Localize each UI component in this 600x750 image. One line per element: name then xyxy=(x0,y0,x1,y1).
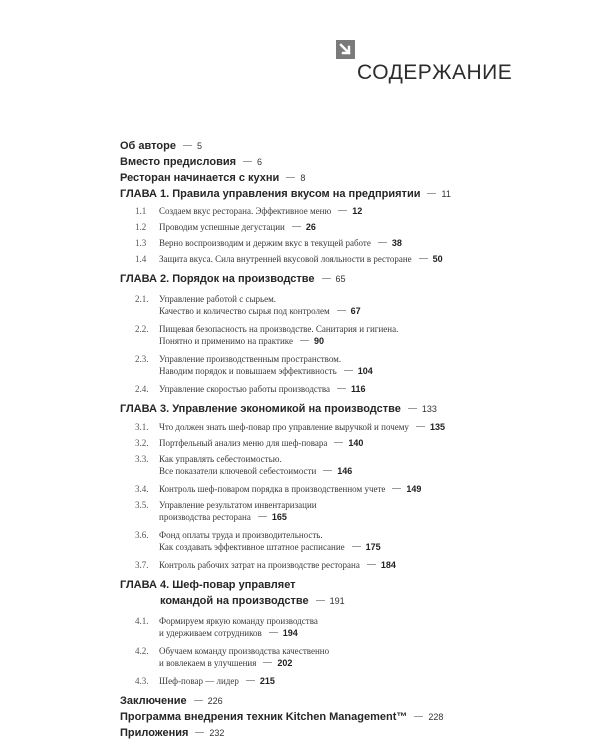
toc-section-number: 3.6. xyxy=(135,530,149,540)
toc-title-line: Формируем яркую команду производства xyxy=(159,616,318,626)
leader-dash xyxy=(408,408,417,409)
toc-section-title xyxy=(159,323,398,347)
toc-title-line: ГЛАВА 4. Шеф-повар управляет xyxy=(120,579,296,591)
toc-page-number: 11 xyxy=(441,189,451,199)
leader-dash xyxy=(258,516,267,517)
toc-section-title xyxy=(159,529,381,553)
toc-header xyxy=(336,40,512,83)
toc-entry-title: Вместо предисловия xyxy=(120,156,237,168)
toc-section-number: 3.3. xyxy=(135,454,149,464)
toc-entry-program[interactable] xyxy=(120,709,520,725)
toc-section-1-2[interactable] xyxy=(120,221,520,233)
toc-section-title xyxy=(159,499,317,523)
toc-section-title: Создаем вкус ресторана. Эффективное меню xyxy=(159,206,332,216)
toc-section-title: Проводим успешные дегустации xyxy=(159,222,285,232)
toc-page-number: 38 xyxy=(391,238,402,248)
toc-entry-title: Программа внедрения техник Kitchen Management™ xyxy=(120,711,408,723)
toc-section-number: 2.4. xyxy=(135,384,149,394)
toc-section-3-5[interactable] xyxy=(120,499,520,523)
toc-page-number: 104 xyxy=(357,366,373,376)
leader-dash xyxy=(337,310,346,311)
toc-title-line: и вовлекаем в улучшения 202 xyxy=(159,658,293,668)
toc-chapter-title: ГЛАВА 1. Правила управления вкусом на предприятии xyxy=(120,188,421,200)
leader-dash xyxy=(286,177,295,178)
leader-dash xyxy=(246,680,255,681)
toc-title-line: производства ресторана 165 xyxy=(159,512,287,522)
toc-section-title xyxy=(159,645,329,669)
leader-dash xyxy=(323,470,332,471)
leader-dash xyxy=(392,488,401,489)
toc-chapter-title: ГЛАВА 2. Порядок на производстве xyxy=(120,273,315,285)
toc-page-number: 194 xyxy=(282,628,298,638)
leader-dash xyxy=(300,340,309,341)
toc-chapter-1[interactable] xyxy=(120,186,520,202)
toc-page-number: 135 xyxy=(429,422,445,432)
toc-section-title: Портфельный анализ меню для шеф-повара xyxy=(159,438,328,448)
toc-page-number: 116 xyxy=(350,384,366,394)
toc-entry-title: Ресторан начинается с кухни xyxy=(120,172,280,184)
toc-entry-conclusion[interactable] xyxy=(120,693,520,709)
toc-entry-kitchen[interactable] xyxy=(120,170,520,186)
toc-section-title: Контроль шеф-поваром порядка в производственном учете xyxy=(159,484,386,494)
toc-page-number: 146 xyxy=(337,466,353,476)
toc-page-number: 175 xyxy=(365,542,381,552)
toc-section-3-4[interactable] xyxy=(120,483,520,495)
toc-page-number: 26 xyxy=(305,222,316,232)
toc-chapter-title: ГЛАВА 3. Управление экономикой на производстве xyxy=(120,403,401,415)
toc-section-1-3[interactable] xyxy=(120,237,520,249)
toc-section-title xyxy=(159,293,361,317)
toc-page-number: 12 xyxy=(352,206,363,216)
toc-section-3-2[interactable] xyxy=(120,437,520,449)
toc-chapter-title xyxy=(120,577,345,609)
leader-dash xyxy=(243,161,252,162)
leader-dash xyxy=(337,388,346,389)
toc-section-2-1[interactable] xyxy=(120,293,520,317)
leader-dash xyxy=(292,226,301,227)
leader-dash xyxy=(322,278,331,279)
toc-section-number: 2.3. xyxy=(135,354,149,364)
toc-section-number: 4.3. xyxy=(135,676,149,686)
toc-section-2-2[interactable] xyxy=(120,323,520,347)
toc-title-line: Управление результатом инвентаризации xyxy=(159,500,317,510)
toc-title-line: Управление работой с сырьем. xyxy=(159,294,277,304)
toc-title-line: командой на производстве 191 xyxy=(160,595,345,607)
leader-dash xyxy=(352,546,361,547)
toc-entry-about-author[interactable] xyxy=(120,138,520,154)
leader-dash xyxy=(338,210,347,211)
toc-page-number: 202 xyxy=(277,658,293,668)
toc-title-line: и удерживаем сотрудников 194 xyxy=(159,628,298,638)
toc-section-1-4[interactable] xyxy=(120,253,520,265)
table-of-contents xyxy=(120,138,520,741)
toc-page-number: 65 xyxy=(335,274,346,284)
leader-dash xyxy=(427,193,436,194)
toc-page-number: 8 xyxy=(300,173,306,183)
toc-section-number: 3.4. xyxy=(135,484,149,494)
toc-entry-preface[interactable] xyxy=(120,154,520,170)
toc-section-number: 3.7. xyxy=(135,560,149,570)
leader-dash xyxy=(367,564,376,565)
toc-page-number: 215 xyxy=(259,676,275,686)
leader-dash xyxy=(195,732,204,733)
toc-chapter-2[interactable] xyxy=(120,271,520,287)
toc-title-line: Управление производственным пространством. xyxy=(159,354,342,364)
toc-section-4-1[interactable] xyxy=(120,615,520,639)
toc-page-number: 232 xyxy=(209,728,225,738)
leader-dash xyxy=(416,426,425,427)
toc-entry-title: Заключение xyxy=(120,695,187,707)
toc-title-line: Пищевая безопасность на производстве. Санитария и гигиена. xyxy=(159,324,399,334)
toc-section-3-6[interactable] xyxy=(120,529,520,553)
toc-title-line: Наводим порядок и повышаем эффективность 104 xyxy=(159,366,373,376)
toc-section-number: 3.5. xyxy=(135,500,149,510)
toc-section-number: 1.3 xyxy=(135,238,147,248)
toc-section-title xyxy=(159,353,373,377)
toc-page-number: 90 xyxy=(313,336,324,346)
leader-dash xyxy=(183,145,192,146)
toc-section-number: 2.2. xyxy=(135,324,149,334)
toc-page-number: 6 xyxy=(257,157,263,167)
leader-dash xyxy=(344,370,353,371)
page-title: СОДЕРЖАНИЕ xyxy=(357,61,513,84)
toc-page-number: 67 xyxy=(350,306,361,316)
leader-dash xyxy=(194,700,203,701)
toc-page-number: 50 xyxy=(432,254,443,264)
toc-section-title xyxy=(159,453,352,477)
toc-title-line: Фонд оплаты труда и производительность. xyxy=(159,530,323,540)
toc-section-2-4[interactable] xyxy=(120,383,520,395)
toc-section-number: 4.2. xyxy=(135,646,149,656)
toc-entry-appendices[interactable] xyxy=(120,725,520,741)
toc-entry-title: Об авторе xyxy=(120,140,176,152)
leader-dash xyxy=(334,442,343,443)
toc-page-number: 140 xyxy=(348,438,364,448)
toc-section-number: 1.1 xyxy=(135,206,147,216)
leader-dash xyxy=(378,242,387,243)
toc-chapter-4[interactable] xyxy=(120,577,520,609)
toc-section-2-3[interactable] xyxy=(120,353,520,377)
leader-dash xyxy=(419,258,428,259)
toc-section-3-7[interactable] xyxy=(120,559,520,571)
toc-section-4-2[interactable] xyxy=(120,645,520,669)
leader-dash xyxy=(269,632,278,633)
toc-page-number: 226 xyxy=(207,696,223,706)
toc-section-4-3[interactable] xyxy=(120,675,520,687)
toc-page-number: 184 xyxy=(380,560,396,570)
toc-section-3-1[interactable] xyxy=(120,421,520,433)
toc-section-1-1[interactable] xyxy=(120,205,520,217)
toc-page-number: 149 xyxy=(406,484,422,494)
toc-page-number: 228 xyxy=(428,712,444,722)
toc-title-line: Все показатели ключевой себестоимости 146 xyxy=(159,466,353,476)
toc-section-title: Контроль рабочих затрат на производстве ресторана xyxy=(159,560,360,570)
toc-section-number: 1.2 xyxy=(135,222,147,232)
toc-entry-title: Приложения xyxy=(120,727,189,739)
toc-title-line: Обучаем команду производства качественно xyxy=(159,646,330,656)
toc-title-line: Понятно и применимо на практике 90 xyxy=(159,336,324,346)
toc-section-title: Управление скоростью работы производства xyxy=(159,384,330,394)
toc-section-title: Верно воспроизводим и держим вкус в текущей работе xyxy=(159,238,371,248)
toc-chapter-3[interactable] xyxy=(120,401,520,417)
toc-section-number: 4.1. xyxy=(135,616,149,626)
toc-section-title: Что должен знать шеф-повар про управление выручкой и почему xyxy=(159,422,409,432)
toc-section-number: 3.1. xyxy=(135,422,149,432)
toc-title-line: Качество и количество сырья под контролем 67 xyxy=(159,306,361,316)
toc-title-line: Как управлять себестоимостью. xyxy=(159,454,282,464)
leader-dash xyxy=(316,600,325,601)
leader-dash xyxy=(263,662,272,663)
toc-section-title xyxy=(159,615,318,639)
toc-page-number: 191 xyxy=(329,596,345,606)
toc-section-title: Защита вкуса. Сила внутренней вкусовой лояльности в ресторане xyxy=(159,254,412,264)
leader-dash xyxy=(414,716,423,717)
toc-page-number: 165 xyxy=(271,512,287,522)
arrow-down-right-icon xyxy=(336,40,355,59)
toc-section-number: 1.4 xyxy=(135,254,147,264)
toc-title-line: Как создавать эффективное штатное расписание 175 xyxy=(159,542,381,552)
toc-section-3-3[interactable] xyxy=(120,453,520,477)
toc-section-number: 2.1. xyxy=(135,294,149,304)
toc-page-number: 5 xyxy=(196,141,202,151)
toc-section-title: Шеф-повар — лидер xyxy=(159,676,239,686)
toc-page-number: 133 xyxy=(421,404,437,414)
toc-section-number: 3.2. xyxy=(135,438,149,448)
